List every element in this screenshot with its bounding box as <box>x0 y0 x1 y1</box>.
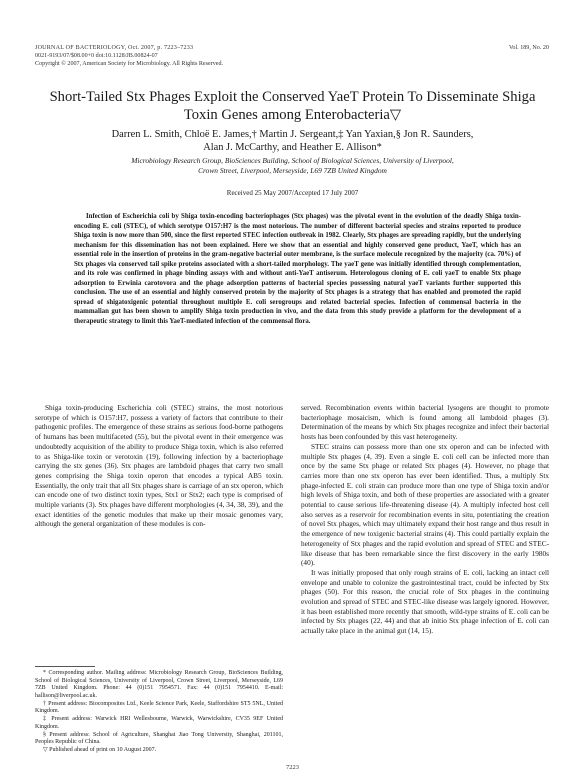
footnote-item: † Present address: Biocomposites Ltd., Keele Science Park, Keele, Staffordshire ST5 5NL, United Kingdom. <box>35 700 283 714</box>
copyright-line: Copyright © 2007, American Society for Microbiology. All Rights Reserved. <box>35 61 224 67</box>
authors-line-1: Darren L. Smith, Chloë E. James,† Martin J. Sergeant,‡ Yan Yaxian,§ Jon R. Saunders, <box>111 129 474 140</box>
body-column-right <box>301 403 549 636</box>
body-paragraph: Shiga toxin-producing Escherichia coli (STEC) strains, the most notorious serotype of which is O157:H7, possess a variety of factors that contribute to their pathogenic profiles. The emergence of these strains as serious food-borne pathogens of humans has been multifaceted (55), but the pivotal event in their emergence was undoubtedly acquisition of the ability to produce Shiga toxin, which is also referred to as Shiga-like toxin or verotoxin (19), following infection by a bacteriophage carrying the stx genes (36). Stx phages are lambdoid phages that carry two small genes comprising the Shiga toxin operon that encodes a typical AB5 toxin. Essentially, the only trait that all Stx phages share is carriage of an stx operon, which can encode one of two distinct toxin types, Stx1 or Stx2; each type is comprised of multiple variants (3). Stx phages have different morphologies (4, 34, 38, 39), and the exact identities of the genetic modules that make up their mosaic genomes vary, although the general organization of these modules is con- <box>35 403 283 529</box>
page-number: 7223 <box>286 764 299 771</box>
issn-line: 0021-9193/07/$08.00+0 doi:10.1128/JB.00824-07 <box>35 53 158 59</box>
footnote-item: ▽ Published ahead of print on 10 August 2007. <box>43 747 157 753</box>
affiliation-line-2: Crown Street, Liverpool, Merseyside, L69 7ZB United Kingdom <box>198 166 387 175</box>
affiliation <box>50 156 535 176</box>
abstract-text: Infection of Escherichia coli by Shiga toxin-encoding bacteriophages (Stx phages) was the pivotal event in the evolution of the deadly Shiga toxin-encoding E. coli (STEC), of which serotype O157:H7 is the most notorious. The number of different bacterial species and strains reported to produce Shiga toxin is now more than 500, since the first reported STEC infection outbreak in 1982. Clearly, Stx phages are spreading rapidly, but the underlying mechanism for this dissemination has not been explained. Here we show that an essential and highly conserved gene product, YaeT, which has an essential role in the insertion of proteins in the gram-negative bacterial outer membrane, is the surface molecule recognized by the majority (ca. 70%) of Stx phages via conserved tail spike proteins associated with a short-tailed morphology. The yaeT gene was initially identified through complementation, and its role was confirmed in phage binding assays with and without anti-YaeT antiserum. Heterologous cloning of E. coli yaeT to enable Stx phage adsorption to Erwinia carotovora and the phage adsorption patterns of bacterial species possessing natural yaeT variants further supported this conclusion. The use of an essential and highly conserved protein by the majority of Stx phages is a strategy that has enabled and promoted the rapid spread of shigatoxigenic potential throughout multiple E. coli serogroups and related bacterial species. Infection of commensal bacteria in the mammalian gut has been shown to amplify Shiga toxin production in vivo, and the data from this study provide a platform for the development of a therapeutic strategy to limit this YaeT-mediated infection of the commensal flora. <box>74 213 521 326</box>
author-list <box>40 128 545 154</box>
body-paragraph: STEC strains can possess more than one stx operon and can be infected with multiple Stx phages (4, 39). Even a single E. coli cell can be infected more than once by the same Stx phage or related Stx phages (4). However, no phage that carries more than one stx operon has ever been identified. Thus, a multiply Stx phage-infected E. coli strain can produce more than one type of Shiga toxin and/or high levels of Shiga toxin, and both of these properties are associated with a greater potential to cause serious life-threatening disease (4). A multiply infected host cell also serves as a reservoir for recombination events in situ, potentiating the creation of novel Stx phages, which may ultimately expand their host range and thus result in the emergence of new toxigenic bacterial strains (4). This could partially explain the heterogeneity of Stx phages and the rapid evolution and spread of STEC and STEC-like disease that has been remarkable since the first discovery in the early 1980s (40). <box>301 441 549 568</box>
footnote-item: * Corresponding author. Mailing address: Microbiology Research Group, BioSciences Building, School of Biological Sciences, University of Liverpool, Crown Street, Liverpool, Merseyside, L69 7ZB United Kingdom. Phone: 44 (0)151 7954571. Fax: 44 (0)151 7954410. E-mail: hallison@liverpool.ac.uk. <box>35 670 283 699</box>
footnote-rule <box>35 666 95 667</box>
affiliation-line-1: Microbiology Research Group, BioSciences Building, School of Biological Sciences, University of Liverpool, <box>131 156 454 165</box>
footnote-item: ‡ Present address: Warwick HRI Wellesbourne, Warwick, Warwickshire, CV35 9EF United Kingdom. <box>35 716 283 730</box>
received-dates: Received 25 May 2007/Accepted 17 July 2007 <box>226 189 359 197</box>
article-title: Short-Tailed Stx Phages Exploit the Conserved YaeT Protein To Disseminate Shiga Toxin Genes among Enterobacteria▽ <box>49 89 536 123</box>
body-paragraph: served. Recombination events within bacterial lysogens are thought to promote bacteriophage mosaicism, which is found among all lambdoid phages (3). Determination of the means by which Stx phages recognize and infect their bacterial hosts has been confounded by this vast heterogeneity. <box>301 403 549 442</box>
abstract <box>74 212 521 327</box>
body-paragraph: It was initially proposed that only rough strains of E. coli, lacking an intact cell envelope and unable to colonize the gastrointestinal tract, could be infected by Stx phages (50). For this reason, the crucial role of Stx phages in the continuing evolution and spread of STEC and STEC-like disease was largely ignored. However, it has been established more recently that smooth, wild-type strains of E. coli can be infected by Stx phages (22, 44) and that ab initio Stx phage infection of E. coli can actually take place in the animal gut (14, 15). <box>301 567 549 636</box>
journal-header <box>35 44 549 78</box>
authors-line-2: Alan J. McCarthy, and Heather E. Allison* <box>203 142 382 153</box>
header-left <box>35 44 223 68</box>
footnote-item: § Present address: School of Agriculture, Shanghai Jiao Tong University, Shanghai, 201101, Peoples Republic of China. <box>35 731 283 745</box>
body-column-left <box>35 403 283 529</box>
journal-line: JOURNAL OF BACTERIOLOGY, Oct. 2007, p. 7223–7233 <box>35 45 194 51</box>
volume-label: Vol. 189, No. 20 <box>508 45 549 51</box>
footnotes <box>35 666 283 755</box>
